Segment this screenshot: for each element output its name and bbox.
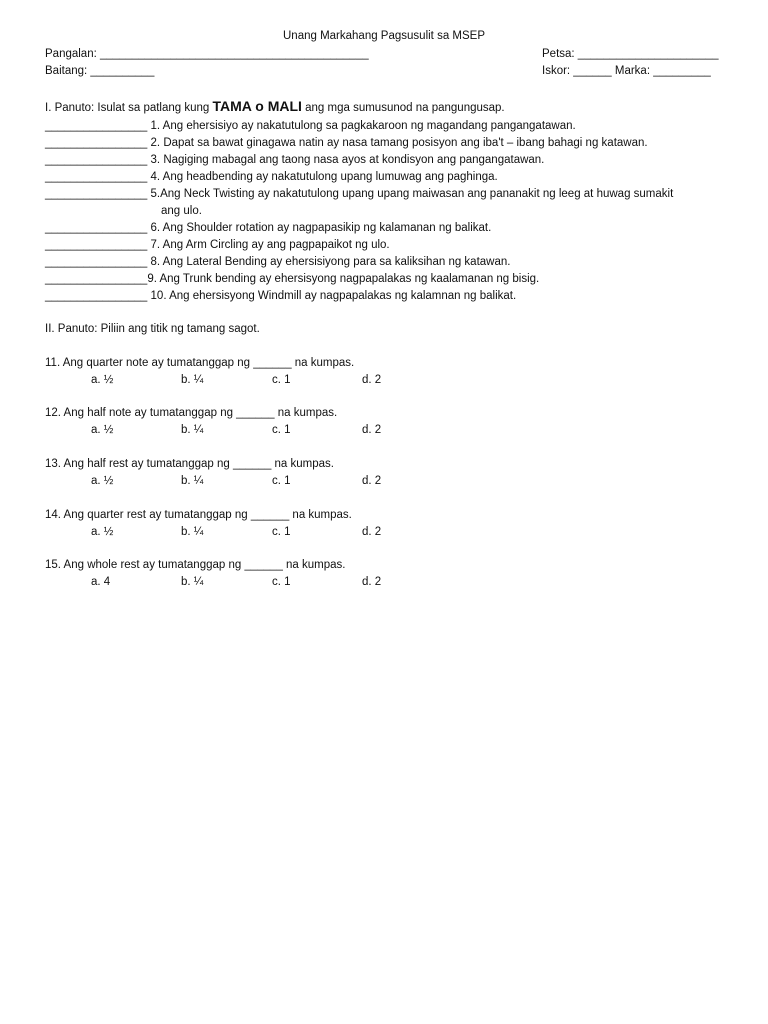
- true-false-item: ________________ 2. Dapat sa bawat ginagawa natin ay nasa tamang posisyon ang iba't – ibang bahagi ng katawan.: [45, 137, 648, 149]
- grade-field-label: Baitang: __________: [45, 65, 155, 77]
- choice-c: c. 1: [272, 424, 291, 436]
- true-false-item: ________________ 6. Ang Shoulder rotation ay nagpapasikip ng kalamanan ng balikat.: [45, 222, 492, 234]
- choice-d: d. 2: [362, 475, 382, 487]
- choice-a: a. ½: [91, 475, 114, 487]
- part1-instruction-post: ang mga sumusunod na pangungusap.: [301, 102, 505, 114]
- question-text: 15. Ang whole rest ay tumatanggap ng ______ na kumpas.: [45, 559, 346, 571]
- choice-a: a. ½: [91, 374, 114, 386]
- choice-b: b. ¼: [181, 576, 204, 588]
- question-text: 11. Ang quarter note ay tumatanggap ng ______ na kumpas.: [45, 357, 355, 369]
- choice-a: a. ½: [91, 526, 114, 538]
- choice-b: b. ¼: [181, 374, 204, 386]
- name-field-label: Pangalan: __________________________________________: [45, 48, 369, 60]
- true-false-item: ________________9. Ang Trunk bending ay ehersisyong nagpapalakas ng kaalamanan ng bisig.: [45, 273, 540, 285]
- choice-c: c. 1: [272, 374, 291, 386]
- part2-instruction: II. Panuto: Piliin ang titik ng tamang sagot.: [45, 323, 260, 335]
- choice-b: b. ¼: [181, 526, 204, 538]
- choice-c: c. 1: [272, 576, 291, 588]
- choice-b: b. ¼: [181, 424, 204, 436]
- choice-a: a. 4: [91, 576, 111, 588]
- choice-d: d. 2: [362, 424, 382, 436]
- true-false-item: ________________ 10. Ang ehersisyong Windmill ay nagpapalakas ng kalamnan ng balikat.: [45, 290, 517, 302]
- true-false-item: ________________ 5.Ang Neck Twisting ay nakatutulong upang upang maiwasan ang pananakit ng leeg at huwag sumakit: [45, 188, 674, 200]
- score-field-label: Iskor: ______ Marka: _________: [542, 65, 711, 77]
- choice-c: c. 1: [272, 475, 291, 487]
- true-false-item: ________________ 4. Ang headbending ay nakatutulong upang lumuwag ang paghinga.: [45, 171, 498, 183]
- true-false-item-continuation: ang ulo.: [161, 205, 202, 217]
- question-text: 12. Ang half note ay tumatanggap ng ______ na kumpas.: [45, 407, 338, 419]
- part1-instruction-pre: I. Panuto: Isulat sa patlang kung: [45, 102, 213, 114]
- true-false-item: ________________ 8. Ang Lateral Bending ay ehersisiyong para sa kaliksihan ng katawan.: [45, 256, 511, 268]
- choice-d: d. 2: [362, 576, 382, 588]
- page-title: Unang Markahang Pagsusulit sa MSEP: [283, 30, 485, 42]
- choice-d: d. 2: [362, 374, 382, 386]
- part1-instruction-emphasis: TAMA o MALI: [212, 98, 302, 114]
- choice-a: a. ½: [91, 424, 114, 436]
- choice-c: c. 1: [272, 526, 291, 538]
- part1-instruction: [45, 99, 505, 115]
- true-false-item: ________________ 3. Nagiging mabagal ang taong nasa ayos at kondisyon ang pangangatawan.: [45, 154, 545, 166]
- true-false-item: ________________ 1. Ang ehersisiyo ay nakatutulong sa pagkakaroon ng magandang pangangatawan.: [45, 120, 576, 132]
- date-field-label: Petsa: ______________________: [542, 48, 719, 60]
- question-text: 13. Ang half rest ay tumatanggap ng ______ na kumpas.: [45, 458, 334, 470]
- choice-d: d. 2: [362, 526, 382, 538]
- true-false-item: ________________ 7. Ang Arm Circling ay ang pagpapaikot ng ulo.: [45, 239, 390, 251]
- choice-b: b. ¼: [181, 475, 204, 487]
- question-text: 14. Ang quarter rest ay tumatanggap ng ______ na kumpas.: [45, 509, 352, 521]
